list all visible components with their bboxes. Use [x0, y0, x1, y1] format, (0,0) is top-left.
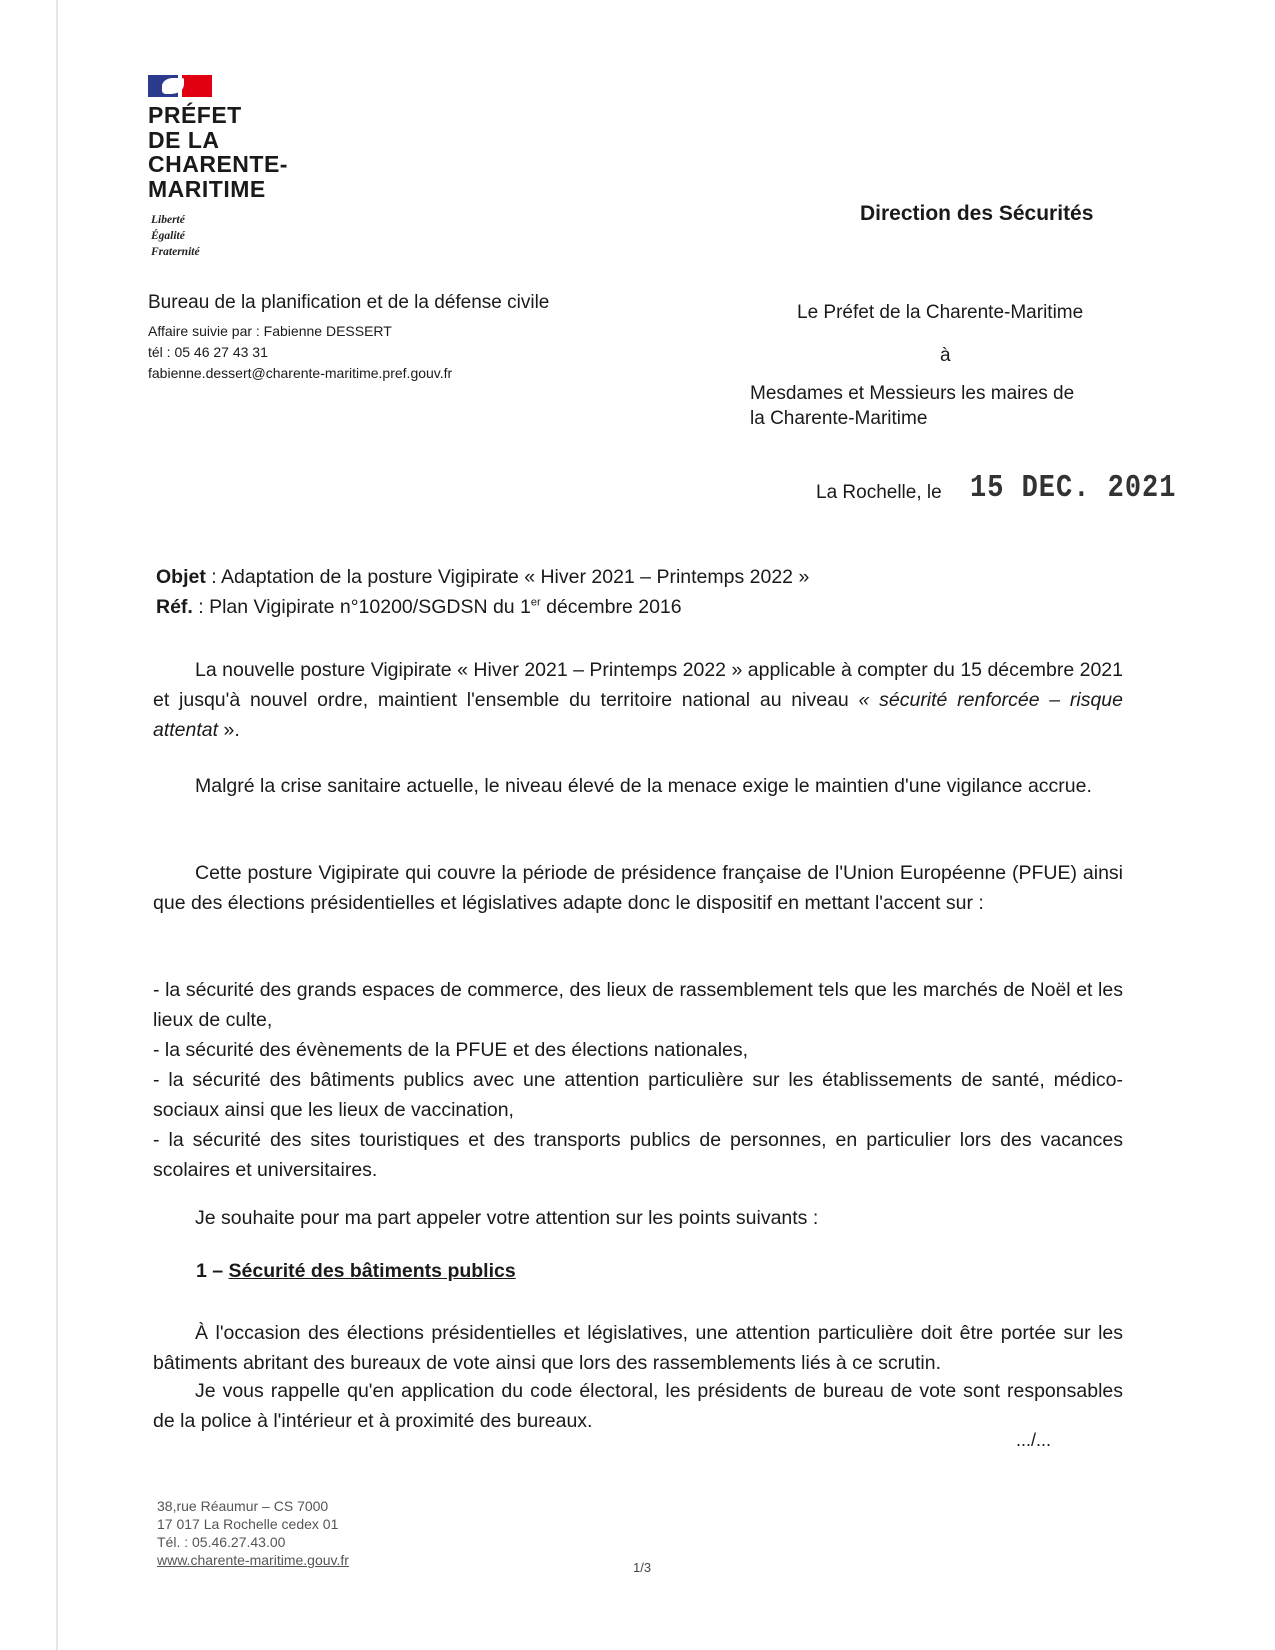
subject-text: : Adaptation de la posture Vigipirate « Hiver 2021 – Printemps 2022 » [205, 566, 810, 588]
recipient-line-1: Mesdames et Messieurs les maires de [750, 383, 1075, 404]
reference-label: Réf. [156, 596, 193, 618]
footer-address [157, 1497, 349, 1569]
section-number: 1 – [196, 1260, 229, 1282]
bullet-item: - la sécurité des sites touristiques et des transports publics de personnes, en particulier lors des vacances scolaires et universitaires. [153, 1129, 1123, 1181]
page-number: 1/3 [633, 1560, 652, 1575]
reference-end: décembre 2016 [540, 596, 682, 618]
contact-email[interactable]: fabienne.dessert@charente-maritime.pref.gouv.fr [148, 365, 453, 381]
date-stamp: 15 DEC. 2021 [970, 471, 1177, 507]
continuation-mark: .../... [1016, 1430, 1052, 1450]
to-line: à [940, 345, 951, 366]
republic-motto [151, 212, 200, 260]
sender-line: Le Préfet de la Charente-Maritime [797, 302, 1084, 323]
reference-line [156, 596, 682, 619]
logo-line: PRÉFET [148, 102, 242, 128]
bullet-item: - la sécurité des bâtiments publics avec une attention particulière sur les établissements de santé, médico-sociaux ainsi que les lieux de vaccination, [153, 1069, 1123, 1121]
date-place: La Rochelle, le [816, 482, 942, 503]
paragraph-1-emphasis: « sécurité renforcée – risque attentat [153, 689, 1123, 741]
paragraph-4: Je souhaite pour ma part appeler votre attention sur les points suivants : [195, 1207, 819, 1229]
footer-line: Tél. : 05.46.27.43.00 [157, 1534, 286, 1550]
paragraph-1 [153, 655, 1123, 745]
paragraph-1-end: ». [218, 719, 240, 741]
reference-text: : Plan Vigipirate n°10200/SGDSN du 1 [192, 596, 531, 618]
paragraph-1-text: La nouvelle posture Vigipirate « Hiver 2021 – Printemps 2022 » applicable à compter du 15 décembre 2021 et jusqu'à nouvel ordre, maintient l'ensemble du territoire national au niveau [153, 659, 1123, 711]
marianne-flag-icon [148, 75, 212, 97]
section-1-title [196, 1260, 516, 1283]
footer-line: 38,rue Réaumur – CS 7000 [157, 1498, 329, 1514]
reference-sup: er [530, 596, 541, 609]
bullet-item: - la sécurité des évènements de la PFUE et des élections nationales, [153, 1039, 749, 1061]
paragraph-6: Je vous rappelle qu'en application du code électoral, les présidents de bureau de vote sont responsables de la police à l'intérieur et à proximité des bureaux. [153, 1380, 1123, 1432]
direction-title: Direction des Sécurités [860, 202, 1094, 225]
paragraph-2: Malgré la crise sanitaire actuelle, le niveau élevé de la menace exige le maintien d'une vigilance accrue. [195, 775, 1092, 797]
paragraph-5: À l'occasion des élections présidentielles et législatives, une attention particulière doit être portée sur les bâtiments abritant des bureaux de vote ainsi que lors des rassemblements liés à ce scrutin. [153, 1322, 1123, 1374]
logo-line: MARITIME [148, 175, 266, 202]
prefecture-logo-text [148, 103, 288, 201]
recipient-line-2: la Charente-Maritime [750, 408, 928, 429]
footer-website-link[interactable]: www.charente-maritime.gouv.fr [157, 1552, 349, 1568]
paragraph-3: Cette posture Vigipirate qui couvre la période de présidence française de l'Union Européenne (PFUE) ainsi que des élections présidentielles et législatives adapte donc le dispositif en mettant l'accent sur : [153, 862, 1123, 914]
motto-line: Fraternité [151, 246, 200, 258]
bureau-name: Bureau de la planification et de la défense civile [148, 292, 550, 313]
scan-edge [56, 0, 58, 1650]
logo-line: DE LA [148, 126, 220, 153]
contact-phone: tél : 05 46 27 43 31 [148, 344, 268, 360]
logo-line: CHARENTE- [148, 151, 288, 177]
motto-line: Liberté [151, 214, 185, 226]
subject-line [156, 566, 809, 589]
motto-line: Égalité [151, 230, 185, 242]
footer-line: 17 017 La Rochelle cedex 01 [157, 1516, 339, 1532]
section-title-text: Sécurité des bâtiments publics [228, 1260, 516, 1282]
subject-label: Objet [156, 566, 206, 588]
bullet-item: - la sécurité des grands espaces de commerce, des lieux de rassemblement tels que les marchés de Noël et les lieux de culte, [153, 979, 1123, 1031]
case-officer: Affaire suivie par : Fabienne DESSERT [148, 323, 392, 339]
